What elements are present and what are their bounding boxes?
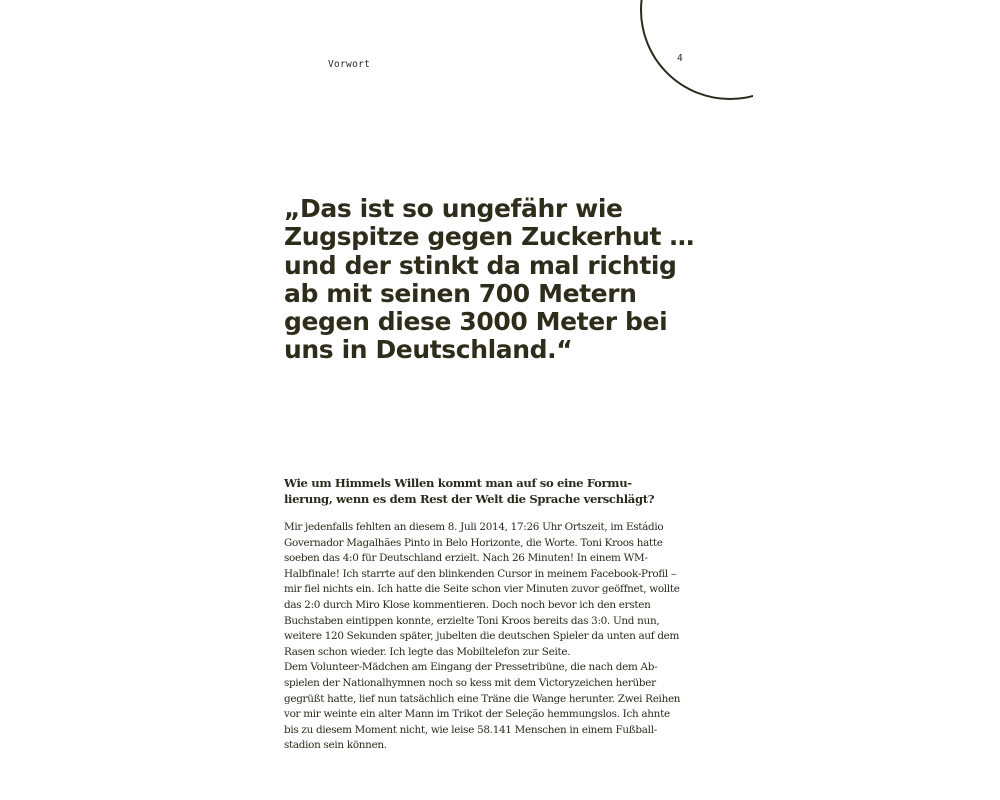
- subheading-line: Wie um Himmels Willen kommt man auf so eine Formu-: [284, 476, 632, 490]
- body-line: Halbfinale! Ich starrte auf den blinkenden Cursor in meinem Facebook-Profil –: [284, 567, 676, 580]
- subheading-line: lierung, wenn es dem Rest der Welt die Sprache verschlägt?: [284, 491, 655, 506]
- body-line: Mir jedenfalls fehlten an diesem 8. Juli 2014, 17:26 Uhr Ortszeit, im Estádio: [284, 521, 664, 533]
- body-line: Buchstaben eintippen konnte, erzielte Toni Kroos bereits das 3:0. Und nun,: [284, 614, 660, 627]
- quote-line: uns in Deutschland.“: [284, 335, 573, 365]
- body-line: mir fiel nichts ein. Ich hatte die Seite schon vier Minuten zuvor geöffnet, wollte: [284, 583, 680, 596]
- body-line: das 2:0 durch Miro Klose kommentieren. Doch noch bevor ich den ersten: [284, 598, 651, 611]
- body-line: weitere 120 Sekunden später, jubelten die deutschen Spieler da unten auf dem: [284, 630, 680, 643]
- body-line: Dem Volunteer-Mädchen am Eingang der Pressetribüne, die nach dem Ab-: [284, 661, 658, 674]
- quote-line: Zugspitze gegen Zuckerhut …: [284, 222, 694, 252]
- body-line: stadion sein können.: [284, 739, 387, 752]
- pull-quote: [284, 195, 704, 365]
- body-paragraphs: [284, 520, 684, 754]
- body-line: bis zu diesem Moment nicht, wie leise 58.141 Menschen in einem Fußball-: [284, 723, 657, 736]
- subheading: [284, 476, 684, 507]
- page-number: 4: [677, 53, 683, 64]
- quote-line: „Das ist so ungefähr wie: [284, 194, 623, 223]
- quote-line: ab mit seinen 700 Metern: [284, 278, 637, 308]
- page-margin: [753, 0, 1000, 800]
- quote-line: und der stinkt da mal richtig: [284, 250, 677, 280]
- quote-line: gegen diese 3000 Meter bei: [284, 307, 668, 337]
- body-line: gegrüßt hatte, lief nun tatsächlich eine Träne die Wange herunter. Zwei Reihen: [284, 692, 681, 705]
- body-line: vor mir weinte ein alter Mann im Trikot der Seleção hemmungslos. Ich ahnte: [284, 708, 670, 721]
- body-line: Governador Magalhães Pinto in Belo Horizonte, die Worte. Toni Kroos hatte: [284, 536, 663, 549]
- body-line: Rasen schon wieder. Ich legte das Mobiltelefon zur Seite.: [284, 645, 571, 658]
- body-line: soeben das 4:0 für Deutschland erzielt. Nach 26 Minuten! In einem WM-: [284, 552, 648, 565]
- section-label: Vorwort: [328, 59, 371, 70]
- body-line: spielen der Nationalhymnen noch so kess mit dem Victoryzeichen herüber: [284, 676, 656, 689]
